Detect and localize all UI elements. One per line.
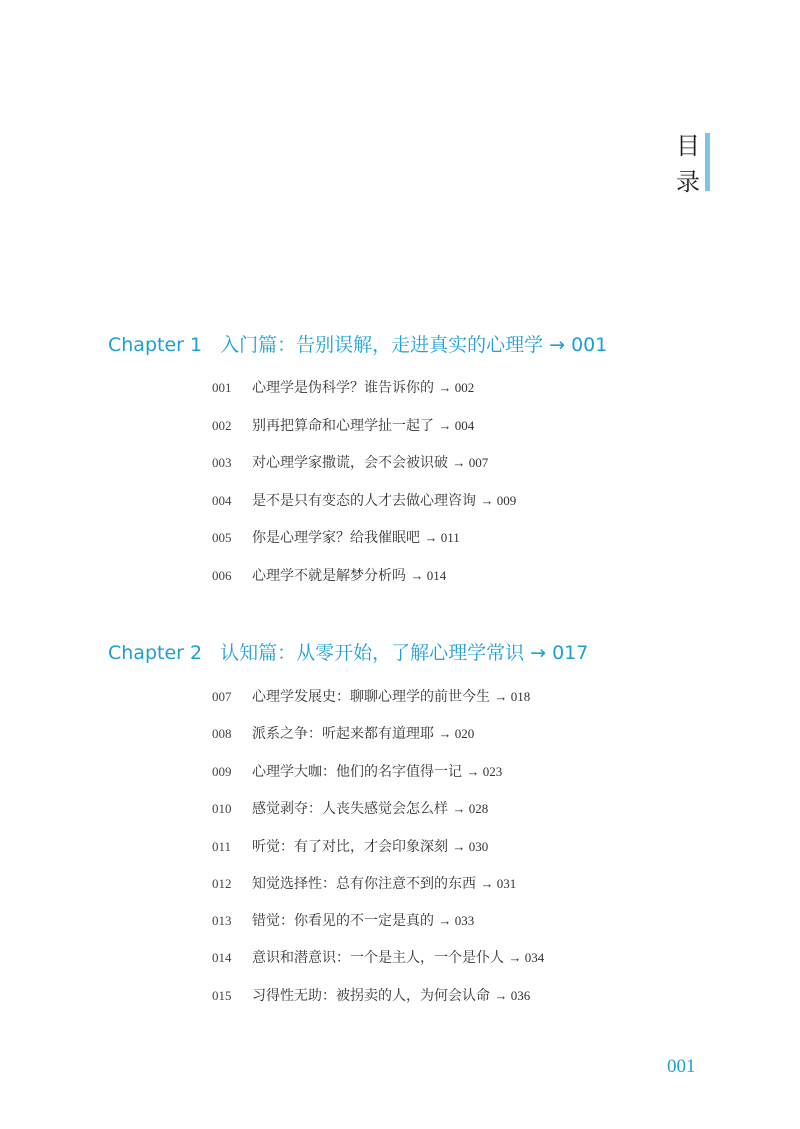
entry-number: 015: [212, 988, 232, 1003]
entry-page: → 020: [438, 726, 475, 741]
toc-entry-012[interactable]: [212, 873, 516, 895]
entry-page: → 018: [494, 689, 531, 704]
entry-page: → 031: [480, 876, 517, 891]
entry-page: → 011: [424, 530, 460, 545]
entry-page: → 030: [452, 839, 489, 854]
entry-title: 心理学是伪科学？谁告诉你的: [252, 380, 434, 396]
chapter-1-heading[interactable]: [108, 333, 607, 357]
entry-number: 013: [212, 913, 232, 928]
entry-title: 知觉选择性：总有你注意不到的东西: [252, 876, 476, 892]
entry-title: 习得性无助：被拐卖的人，为何会认命: [252, 988, 490, 1004]
toc-entry-013[interactable]: [212, 910, 474, 932]
toc-entry-008[interactable]: [212, 723, 474, 745]
toc-entry-007[interactable]: [212, 686, 530, 708]
entry-page: → 004: [438, 418, 475, 433]
toc-entry-009[interactable]: [212, 761, 502, 783]
entry-title: 心理学不就是解梦分析吗: [252, 568, 406, 584]
entry-number: 006: [212, 568, 232, 583]
entry-number: 011: [212, 839, 232, 854]
toc-entry-005[interactable]: [212, 527, 460, 549]
entry-number: 012: [212, 876, 232, 891]
entry-title: 对心理学家撒谎，会不会被识破: [252, 455, 448, 471]
toc-entry-015[interactable]: [212, 985, 530, 1007]
toc-entry-004[interactable]: [212, 490, 516, 512]
chapter-1-label: Chapter 1: [108, 334, 203, 356]
entry-page: → 002: [438, 380, 475, 395]
heading-accent-bar: [705, 133, 710, 191]
chapter-2-label: Chapter 2: [108, 642, 203, 664]
entry-title: 别再把算命和心理学扯一起了: [252, 418, 434, 434]
entry-title: 错觉：你看见的不一定是真的: [252, 913, 434, 929]
entry-page: → 033: [438, 913, 475, 928]
entry-page: → 028: [452, 801, 489, 816]
entry-page: → 034: [508, 950, 545, 965]
entry-page: → 007: [452, 455, 489, 470]
entry-page: → 036: [494, 988, 531, 1003]
entry-number: 002: [212, 418, 232, 433]
entry-title: 心理学大咖：他们的名字值得一记: [252, 764, 462, 780]
toc-entry-006[interactable]: [212, 565, 446, 587]
heading-char-lu: 录: [676, 168, 700, 196]
chapter-2-title: 认知篇：从零开始，了解心理学常识 → 017: [220, 642, 589, 664]
entry-number: 003: [212, 455, 232, 470]
entry-number: 007: [212, 689, 232, 704]
page-number: 001: [667, 1056, 696, 1077]
entry-title: 意识和潜意识：一个是主人，一个是仆人: [252, 950, 504, 966]
entry-number: 009: [212, 764, 232, 779]
entry-number: 014: [212, 950, 232, 965]
entry-title: 听觉：有了对比，才会印象深刻: [252, 839, 448, 855]
chapter-1-title: 入门篇：告别误解，走进真实的心理学 → 001: [220, 334, 608, 356]
toc-entry-010[interactable]: [212, 798, 488, 820]
entry-number: 008: [212, 726, 232, 741]
toc-entry-003[interactable]: [212, 452, 488, 474]
toc-entry-014[interactable]: [212, 947, 544, 969]
entry-page: → 023: [466, 764, 503, 779]
chapter-2-heading[interactable]: [108, 641, 588, 665]
entry-number: 001: [212, 380, 232, 395]
entry-page: → 009: [480, 493, 517, 508]
toc-entry-002[interactable]: [212, 415, 474, 437]
entry-number: 005: [212, 530, 232, 545]
heading-char-mu: 目: [676, 132, 700, 160]
toc-entry-011[interactable]: [212, 836, 488, 858]
entry-title: 感觉剥夺：人丧失感觉会怎么样: [252, 801, 448, 817]
entry-title: 心理学发展史：聊聊心理学的前世今生: [252, 689, 490, 705]
entry-title: 是不是只有变态的人才去做心理咨询: [252, 493, 476, 509]
entry-number: 004: [212, 493, 232, 508]
entry-title: 你是心理学家？给我催眠吧: [252, 530, 420, 546]
toc-heading: [668, 128, 710, 196]
entry-page: → 014: [410, 568, 447, 583]
toc-entry-001[interactable]: [212, 377, 474, 399]
entry-title: 派系之争：听起来都有道理耶: [252, 726, 434, 742]
entry-number: 010: [212, 801, 232, 816]
